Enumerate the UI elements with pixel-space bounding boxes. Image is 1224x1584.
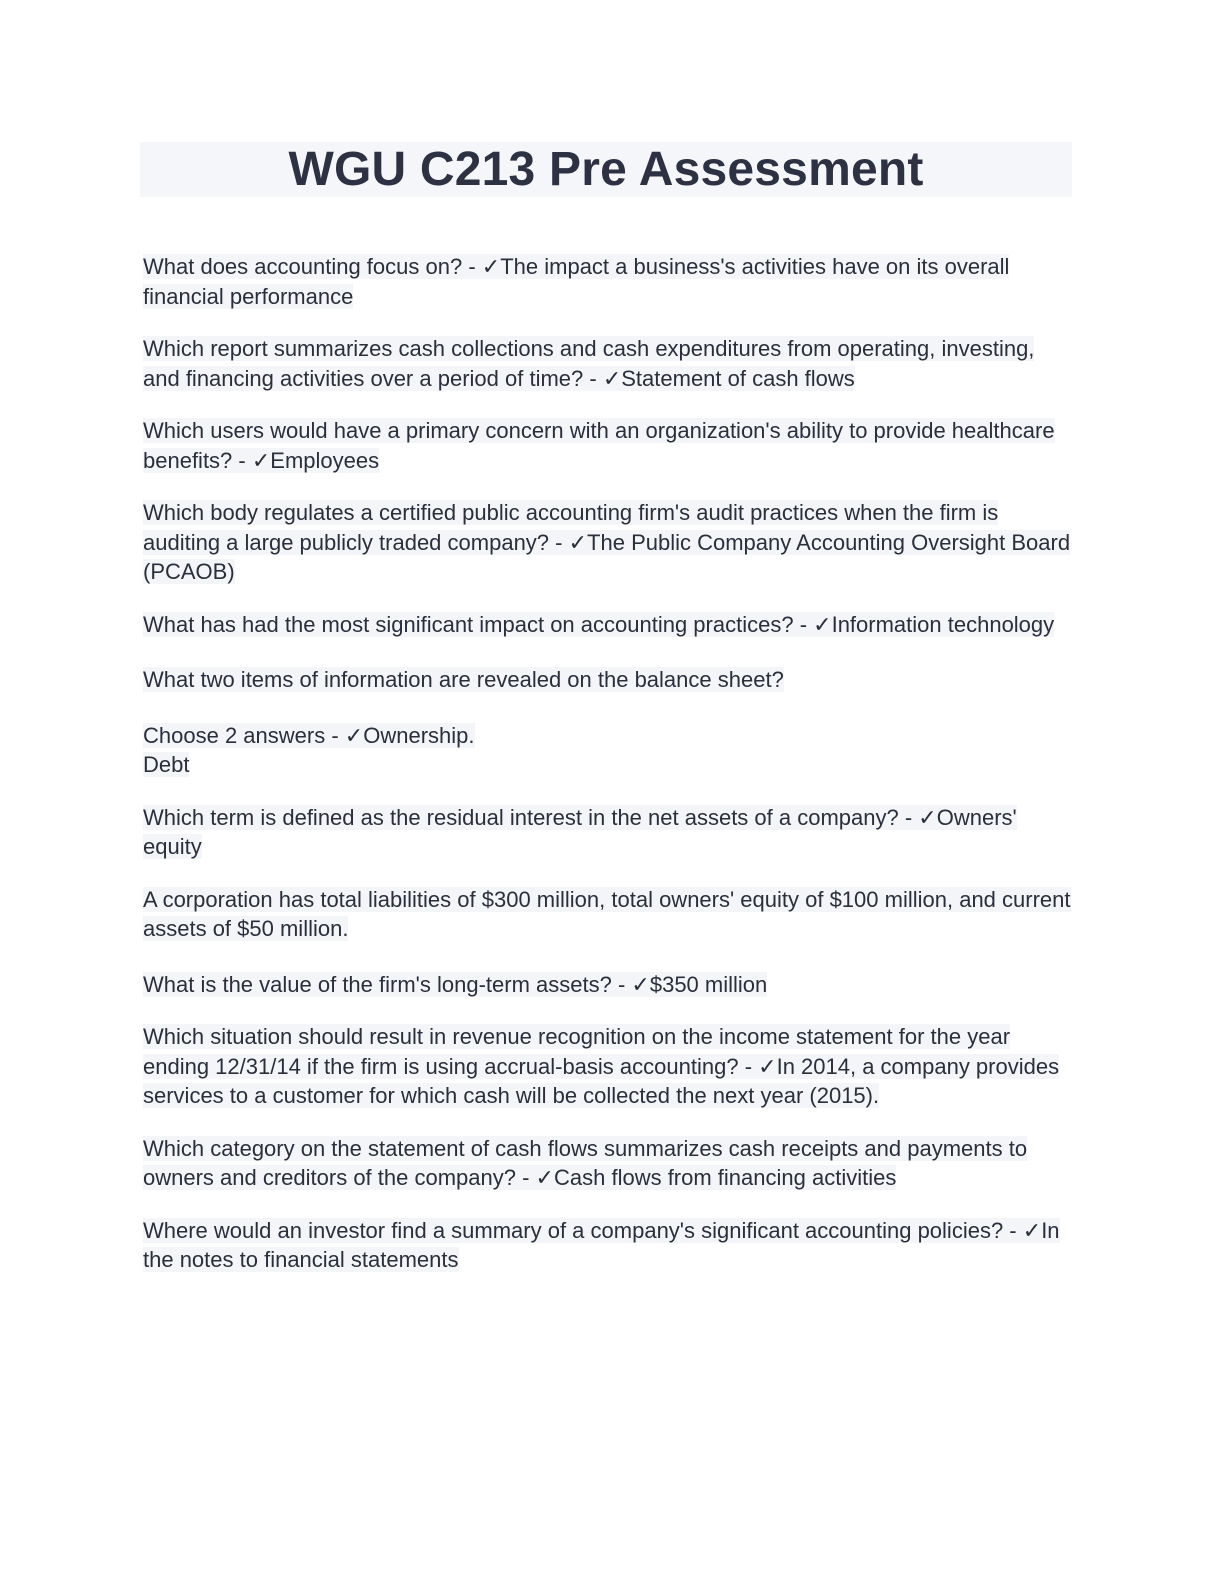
separator: - xyxy=(462,254,482,279)
question-lead-text: What two items of information are revealed on the balance sheet? xyxy=(143,667,784,692)
qa-item-4 xyxy=(143,498,1073,587)
separator: - xyxy=(325,722,345,748)
separator: - xyxy=(1003,1217,1023,1243)
separator: - xyxy=(611,971,632,997)
check-icon: ✓ xyxy=(481,254,501,279)
question-text: What is the value of the firm's long-term assets? xyxy=(143,971,612,997)
question-text: Which body regulates a certified public accounting firm's audit practices when the firm is auditing a large publicly traded company? xyxy=(143,500,999,555)
qa-item-8 xyxy=(143,970,1073,1000)
separator: - xyxy=(515,1165,536,1190)
page-title: WGU C213 Pre Assessment xyxy=(288,143,924,196)
answer-text: $350 million xyxy=(649,971,768,997)
qa-item-text xyxy=(143,805,1017,860)
check-icon: ✓ xyxy=(535,1165,554,1190)
question-text: Where would an investor find a summary of a company's significant accounting policies? xyxy=(143,1217,1004,1243)
separator: - xyxy=(793,611,814,637)
check-icon: ✓ xyxy=(344,722,364,748)
qa-item-text xyxy=(143,972,767,997)
check-icon: ✓ xyxy=(568,529,588,555)
question-text: Which users would have a primary concern with an organization's ability to provide healthcare benefits? xyxy=(143,418,1055,473)
question-text: Which report summarizes cash collections and cash expenditures from operating, investing, and financing activities over a period of time? xyxy=(143,336,1035,391)
qa-item-10 xyxy=(143,1134,1073,1193)
check-icon: ✓ xyxy=(813,611,832,637)
qa-item-5 xyxy=(143,610,1073,640)
qa-list xyxy=(143,252,1073,1298)
answer-text: In the notes to financial statements xyxy=(143,1217,1060,1272)
separator: - xyxy=(738,1053,759,1079)
qa-item-text xyxy=(143,612,1054,637)
question-lead-text: A corporation has total liabilities of $300 million, total owners' equity of $100 million, and current assets of $50 million. xyxy=(143,886,1071,941)
qa-item-text xyxy=(143,254,1009,309)
qa-item-8-lead xyxy=(143,885,1073,944)
answer-text: Owners' equity xyxy=(143,804,1017,859)
answer-text: Cash flows from financing activities xyxy=(553,1165,897,1190)
qa-item-7 xyxy=(143,803,1073,862)
question-text: What has had the most significant impact on accounting practices? xyxy=(143,611,794,637)
answer-extra-text: Debt xyxy=(143,752,190,777)
qa-item-1 xyxy=(143,252,1073,311)
check-icon: ✓ xyxy=(918,804,937,830)
check-icon: ✓ xyxy=(1022,1217,1042,1243)
title-band xyxy=(140,142,1072,197)
separator: - xyxy=(898,804,919,830)
qa-item-6 xyxy=(143,721,1073,780)
answer-text: The Public Company Accounting Oversight Board (PCAOB) xyxy=(143,529,1071,584)
qa-item-text xyxy=(143,1136,1027,1191)
qa-item-text xyxy=(143,500,1070,584)
separator: - xyxy=(549,529,569,555)
qa-item-text xyxy=(143,1218,1060,1273)
answer-text: In 2014, a company provides services to a customer for which cash will be collected the next year (2015). xyxy=(143,1053,1060,1108)
separator: - xyxy=(583,365,603,391)
separator: - xyxy=(232,447,252,473)
question-text: Which term is defined as the residual interest in the net assets of a company? xyxy=(143,804,899,830)
qa-item-text xyxy=(143,418,1055,473)
check-icon: ✓ xyxy=(631,971,650,997)
qa-item-9 xyxy=(143,1022,1073,1111)
question-text: Choose 2 answers xyxy=(143,722,326,748)
qa-item-3 xyxy=(143,416,1073,475)
qa-item-6-lead xyxy=(143,665,1073,695)
check-icon: ✓ xyxy=(758,1053,777,1079)
answer-text: Employees xyxy=(270,447,380,473)
qa-item-text xyxy=(143,336,1034,391)
check-icon: ✓ xyxy=(602,365,622,391)
answer-text: The impact a business's activities have on its overall financial performance xyxy=(143,254,1010,309)
qa-item-text xyxy=(143,1024,1059,1108)
qa-item-11 xyxy=(143,1216,1073,1275)
answer-text: Ownership. xyxy=(363,722,475,748)
question-text: Which category on the statement of cash flows summarizes cash receipts and payments to owners and creditors of the company? xyxy=(143,1135,1028,1190)
qa-item-text xyxy=(143,723,475,748)
answer-text: Statement of cash flows xyxy=(621,365,855,391)
question-text: Which situation should result in revenue recognition on the income statement for the year ending 12/31/14 if the firm is using accrual-basis accounting? xyxy=(143,1024,1011,1079)
qa-item-2 xyxy=(143,334,1073,393)
check-icon: ✓ xyxy=(251,447,271,473)
question-text: What does accounting focus on? xyxy=(143,254,463,279)
answer-text: Information technology xyxy=(831,611,1055,637)
